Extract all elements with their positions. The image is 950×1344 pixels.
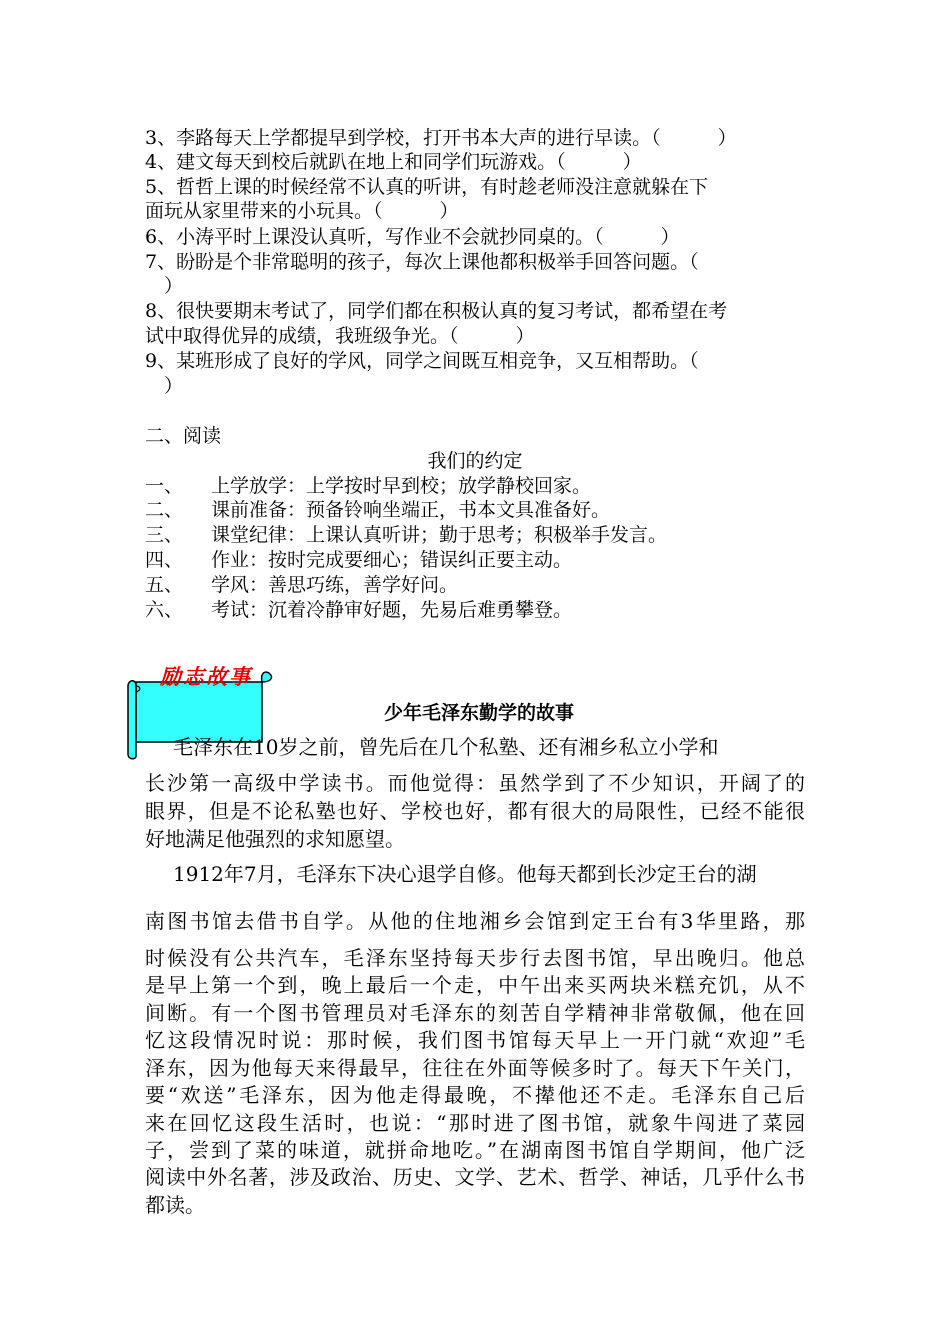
story-line: 忆这段情况时说：那时候，我们图书馆每天早上一开门就“欢迎”毛 bbox=[145, 1028, 805, 1052]
story-line: 泽东，因为他每天来得最早，往往在外面等候多时了。每天下午关门， bbox=[145, 1056, 805, 1080]
agreement-text: 作业：按时完成要细心；错误纠正要主动。 bbox=[211, 549, 573, 571]
question-line: 3、李路每天上学都提早到学校，打开书本大声的进行早读。（ ） bbox=[145, 127, 737, 149]
reading-title: 我们的约定 bbox=[427, 450, 523, 472]
story-line: 好地满足他强烈的求知愿望。 bbox=[145, 827, 405, 851]
story-line: 是早上第一个到，晚上最后一个走，中午出来买两块米糕充饥，从不 bbox=[145, 973, 805, 997]
agreement-number: 三、 bbox=[145, 524, 184, 546]
agreement-row bbox=[145, 573, 458, 597]
story-line: 都读。 bbox=[145, 1193, 205, 1217]
agreement-row bbox=[145, 548, 572, 572]
agreement-text: 学风：善思巧练，善学好问。 bbox=[211, 574, 459, 596]
agreement-number: 四、 bbox=[145, 549, 184, 571]
story-line: 子，尝到了菜的味道，就拼命地吃。”在湖南图书馆自学期间，他广泛 bbox=[145, 1138, 805, 1162]
agreement-row bbox=[145, 474, 591, 498]
agreement-text: 上学放学：上学按时早到校；放学静校回家。 bbox=[211, 475, 592, 497]
story-line: 阅读中外名著，涉及政治、历史、文学、艺术、哲学、神话，几乎什么书 bbox=[145, 1165, 805, 1189]
story-line: 间断。有一个图书管理员对毛泽东的刻苦自学精神非常敬佩，他在回 bbox=[145, 1001, 805, 1025]
question-line: ） bbox=[145, 275, 184, 297]
section-title: 二、阅读 bbox=[145, 425, 222, 447]
story-line: 眼界，但是不论私塾也好、学校也好，都有很大的局限性，已经不能很 bbox=[145, 799, 805, 823]
story-line: 1912年7月，毛泽东下决心退学自修。他每天都到长沙定王台的湖 bbox=[173, 862, 757, 886]
question-line: 9、某班形成了良好的学风，同学之间既互相竞争，又互相帮助。（ bbox=[145, 350, 699, 372]
agreement-text: 考试：沉着冷静审好题，先易后难勇攀登。 bbox=[211, 599, 573, 621]
story-line: 来在回忆这段生活时，也说：“那时进了图书馆，就象牛闯进了菜园 bbox=[145, 1111, 805, 1135]
agreement-text: 课前准备：预备铃响坐端正，书本文具准备好。 bbox=[211, 499, 611, 521]
agreement-row bbox=[145, 523, 667, 547]
question-line: 6、小涛平时上课没认真听，写作业不会就抄同桌的。（ ） bbox=[145, 226, 680, 248]
story-line: 毛泽东在10岁之前，曾先后在几个私塾、还有湘乡私立小学和 bbox=[173, 735, 719, 759]
question-line: 7、盼盼是个非常聪明的孩子，每次上课他都积极举手回答问题。（ bbox=[145, 251, 699, 273]
question-line: 面玩从家里带来的小玩具。（ ） bbox=[145, 200, 459, 222]
agreement-number: 五、 bbox=[145, 574, 184, 596]
agreement-text: 课堂纪律：上课认真听讲；勤于思考；积极举手发言。 bbox=[211, 524, 668, 546]
story-line: 南图书馆去借书自学。从他的住地湘乡会馆到定王台有3华里路，那 bbox=[145, 909, 805, 933]
agreement-row bbox=[145, 498, 610, 522]
question-line: 8、很快要期末考试了，同学们都在积极认真的复习考试，都希望在考 bbox=[145, 300, 728, 322]
agreement-number: 六、 bbox=[145, 599, 184, 621]
story-title: 少年毛泽东勤学的故事 bbox=[384, 702, 575, 724]
banner-label: 励志故事 bbox=[160, 664, 252, 689]
question-line: 试中取得优异的成绩，我班级争光。（ ） bbox=[145, 325, 535, 347]
story-line: 长沙第一高级中学读书。而他觉得：虽然学到了不少知识，开阔了的 bbox=[145, 771, 805, 795]
agreement-number: 一、 bbox=[145, 475, 184, 497]
question-line: 5、哲哲上课的时候经常不认真的听讲，有时趁老师没注意就躲在下 bbox=[145, 176, 709, 198]
question-line: 4、建文每天到校后就趴在地上和同学们玩游戏。（ ） bbox=[145, 151, 642, 173]
question-line: ） bbox=[145, 375, 184, 397]
agreement-row bbox=[145, 598, 572, 622]
story-line: 要“欢送”毛泽东，因为他走得最晚，不撵他还不走。毛泽东自己后 bbox=[145, 1083, 805, 1107]
story-line: 时候没有公共汽车，毛泽东坚持每天步行去图书馆，早出晚归。他总 bbox=[145, 946, 805, 970]
agreement-number: 二、 bbox=[145, 499, 184, 521]
